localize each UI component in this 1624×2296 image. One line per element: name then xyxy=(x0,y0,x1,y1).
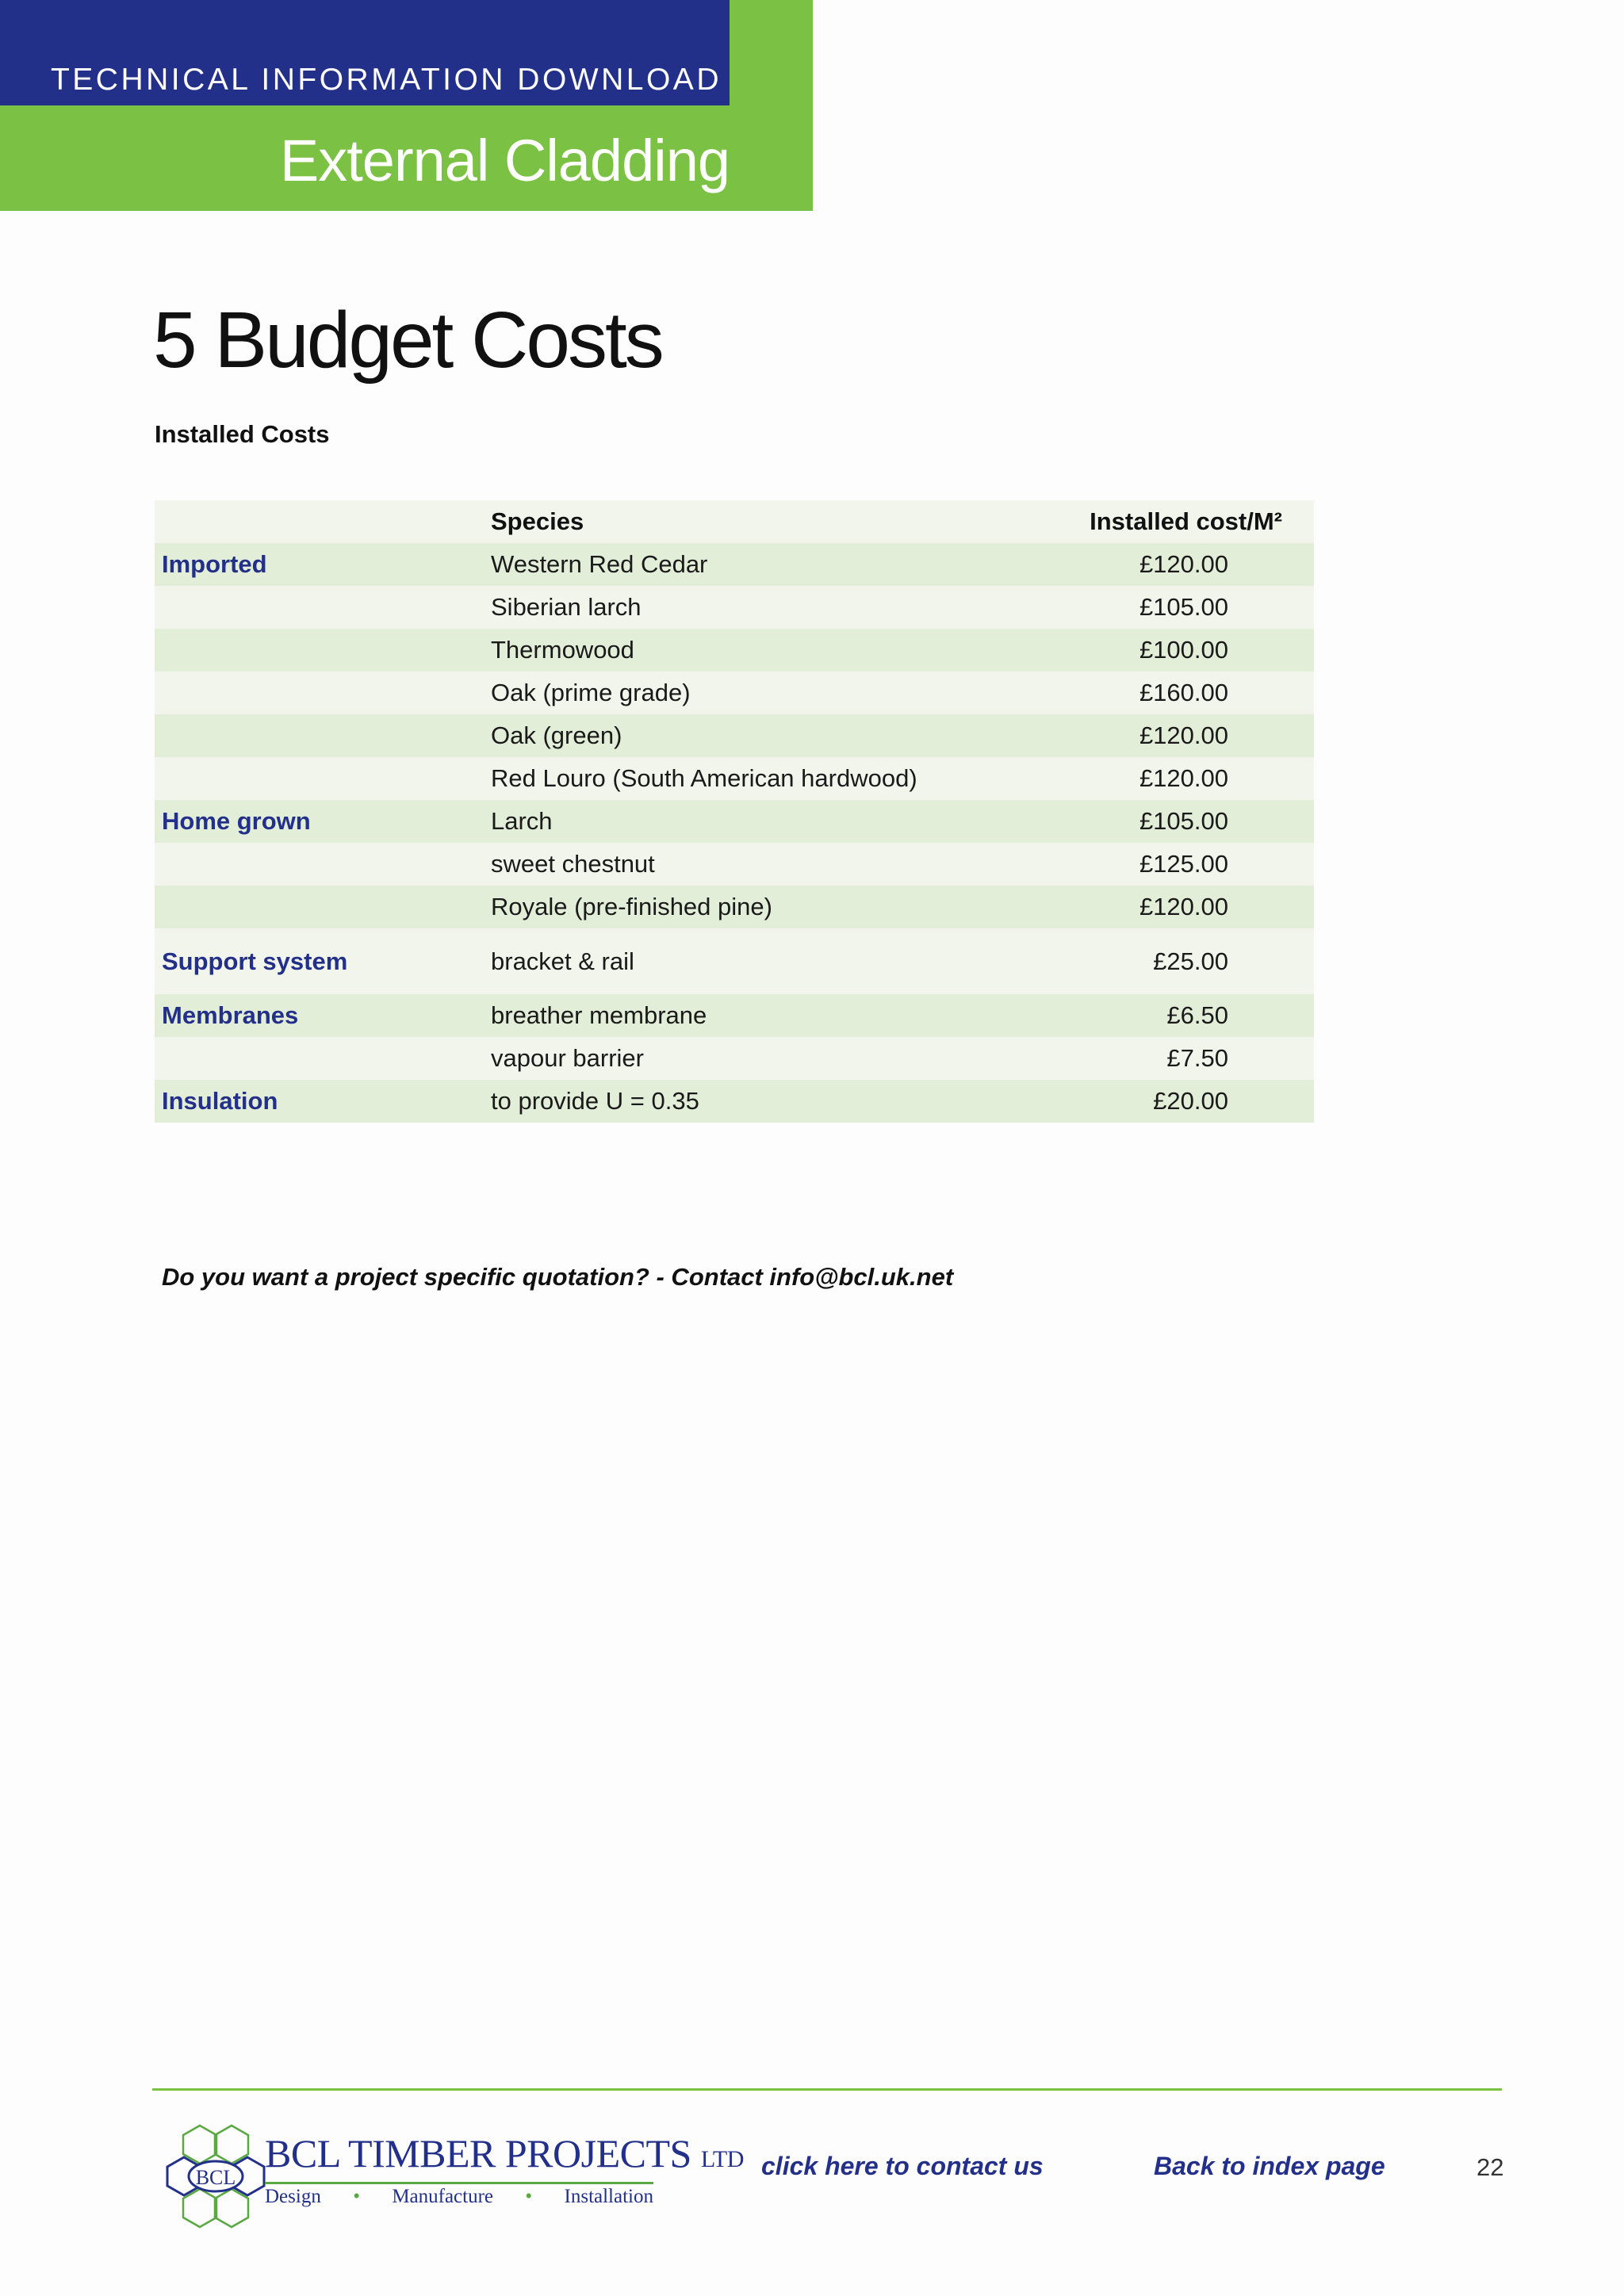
row-cost: £6.50 xyxy=(1025,994,1314,1037)
quotation-cta: Do you want a project specific quotation? - Contact info@bcl.uk.net xyxy=(162,1263,954,1291)
header-installed-cost: Installed cost/M² xyxy=(1025,500,1314,543)
row-category xyxy=(155,586,484,629)
table-row xyxy=(155,1037,1314,1080)
tag-installation: Installation xyxy=(564,2186,653,2207)
row-category xyxy=(155,843,484,886)
table-row xyxy=(155,586,1314,629)
table-row xyxy=(155,994,1314,1037)
table-row xyxy=(155,1080,1314,1123)
row-category xyxy=(155,672,484,714)
row-category: Support system xyxy=(155,928,484,994)
logo-company-name xyxy=(265,2130,744,2176)
row-category: Home grown xyxy=(155,800,484,843)
row-cost: £100.00 xyxy=(1025,629,1314,672)
header-kicker-text: TECHNICAL INFORMATION DOWNLOAD xyxy=(50,63,722,97)
section-label: Installed Costs xyxy=(155,420,330,448)
row-cost: £120.00 xyxy=(1025,714,1314,757)
row-species: Royale (pre-finished pine) xyxy=(484,886,1025,928)
back-to-index-link[interactable]: Back to index page xyxy=(1154,2152,1385,2180)
row-cost: £125.00 xyxy=(1025,843,1314,886)
logo-name-text: BCL TIMBER PROJECTS xyxy=(265,2131,691,2175)
table-row xyxy=(155,543,1314,586)
row-species: breather membrane xyxy=(484,994,1025,1037)
table-row xyxy=(155,714,1314,757)
row-species: bracket & rail xyxy=(484,928,1025,994)
table-row xyxy=(155,757,1314,800)
row-cost: £120.00 xyxy=(1025,757,1314,800)
contact-us-link[interactable]: click here to contact us xyxy=(761,2152,1044,2180)
logo-tagline xyxy=(265,2186,653,2208)
header-title: External Cladding xyxy=(279,128,730,193)
page-number: 22 xyxy=(1477,2153,1504,2181)
row-species: to provide U = 0.35 xyxy=(484,1080,1025,1123)
bcl-logo xyxy=(152,2121,744,2232)
row-species: Oak (prime grade) xyxy=(484,672,1025,714)
row-species: Oak (green) xyxy=(484,714,1025,757)
table-header-row xyxy=(155,500,1314,543)
row-species: vapour barrier xyxy=(484,1037,1025,1080)
row-cost: £160.00 xyxy=(1025,672,1314,714)
tag-design: Design xyxy=(265,2186,321,2207)
row-cost: £20.00 xyxy=(1025,1080,1314,1123)
table-row xyxy=(155,928,1314,994)
row-category xyxy=(155,1037,484,1080)
table-row xyxy=(155,886,1314,928)
header-category xyxy=(155,500,484,543)
row-cost: £120.00 xyxy=(1025,886,1314,928)
installed-costs-table xyxy=(155,500,1314,1123)
header-kicker xyxy=(0,0,722,105)
table-row xyxy=(155,800,1314,843)
tag-separator: • xyxy=(353,2186,360,2207)
row-cost: £120.00 xyxy=(1025,543,1314,586)
row-category xyxy=(155,714,484,757)
row-species: Siberian larch xyxy=(484,586,1025,629)
row-category: Membranes xyxy=(155,994,484,1037)
row-species: sweet chestnut xyxy=(484,843,1025,886)
page-title: 5 Budget Costs xyxy=(153,296,662,385)
row-category: Insulation xyxy=(155,1080,484,1123)
table-row xyxy=(155,629,1314,672)
row-species: Larch xyxy=(484,800,1025,843)
logo-badge-text: BCL xyxy=(195,2166,236,2189)
footer-divider xyxy=(152,2088,1502,2091)
row-species: Thermowood xyxy=(484,629,1025,672)
row-category xyxy=(155,757,484,800)
row-category xyxy=(155,886,484,928)
table-row xyxy=(155,672,1314,714)
row-cost: £105.00 xyxy=(1025,586,1314,629)
header-species: Species xyxy=(484,500,1025,543)
row-species: Red Louro (South American hardwood) xyxy=(484,757,1025,800)
tag-separator: • xyxy=(525,2186,533,2207)
row-cost: £105.00 xyxy=(1025,800,1314,843)
row-category xyxy=(155,629,484,672)
row-species: Western Red Cedar xyxy=(484,543,1025,586)
row-cost: £25.00 xyxy=(1025,928,1314,994)
row-category: Imported xyxy=(155,543,484,586)
logo-underline xyxy=(265,2182,653,2184)
logo-ltd: LTD xyxy=(700,2146,744,2172)
tag-manufacture: Manufacture xyxy=(392,2186,494,2207)
row-cost: £7.50 xyxy=(1025,1037,1314,1080)
table-row xyxy=(155,843,1314,886)
